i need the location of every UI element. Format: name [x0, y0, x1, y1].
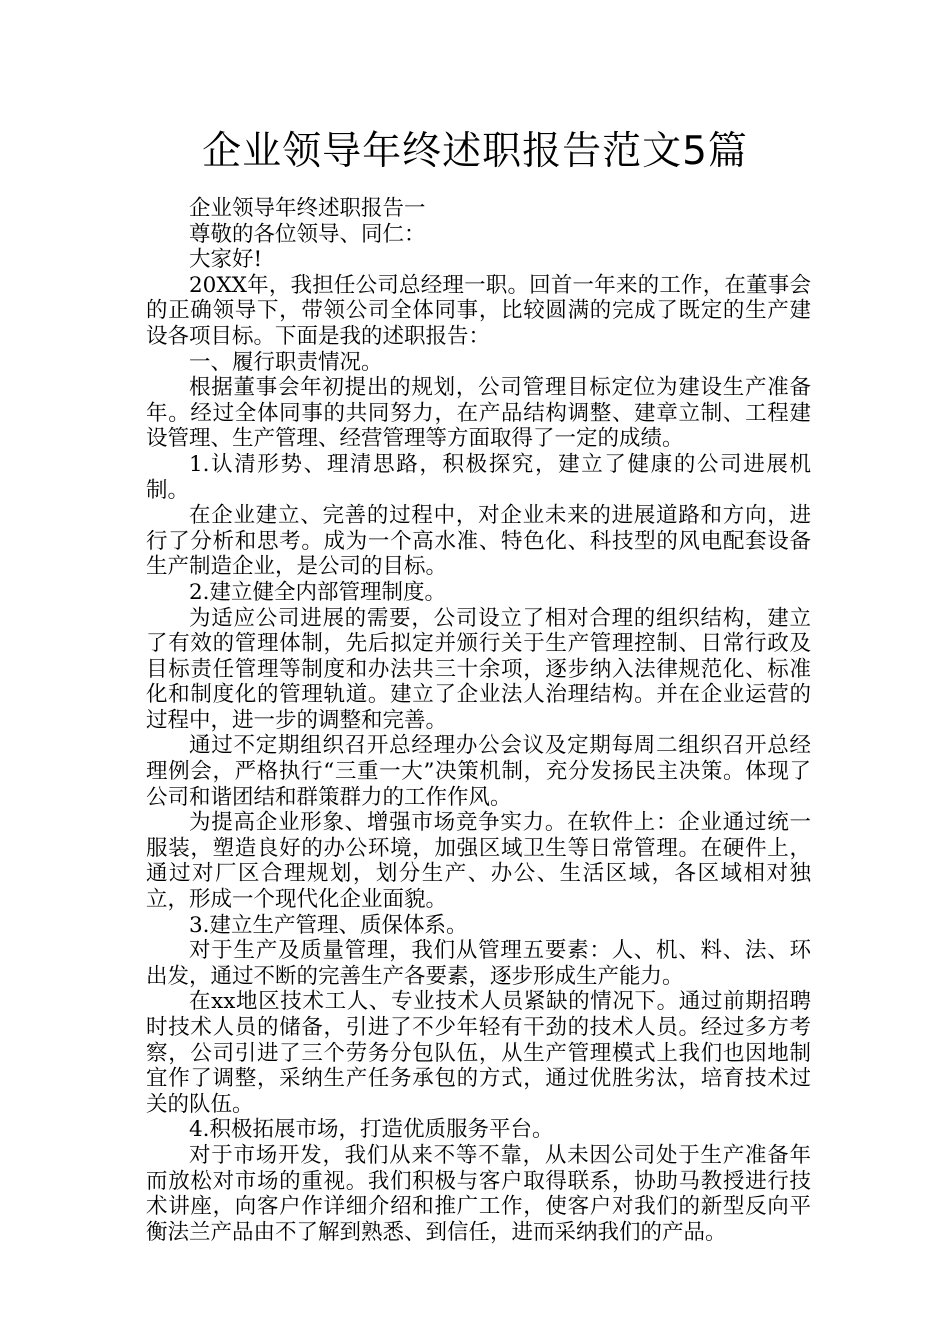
paragraph: 大家好!: [189, 247, 263, 273]
paragraph: 根据董事会年初提出的规划，公司管理目标定位为建设生产准备年。经过全体同事的共同努力，在产品结构调整、建章立制、工程建设管理、生产管理、经营管理等方面取得了一定的成绩。: [146, 375, 811, 452]
paragraph: 通过不定期组织召开总经理办公会议及定期每周二组织召开总经理例会，严格执行“三重一大”决策机制，充分发扬民主决策。体现了公司和谐团结和群策群力的工作作风。: [146, 733, 811, 810]
paragraph: 1.认清形势、理清思路，积极探究，建立了健康的公司进展机制。: [146, 451, 811, 503]
paragraph: 一、履行职责情况。: [189, 349, 383, 375]
paragraph: 3.建立生产管理、质保体系。: [189, 912, 468, 938]
paragraph: 对于生产及质量管理，我们从管理五要素：人、机、料、法、环出发，通过不断的完善生产各要素，逐步形成生产能力。: [146, 938, 811, 989]
paragraph: 对于市场开发，我们从来不等不靠，从未因公司处于生产准备年而放松对市场的重视。我们积极与客户取得联系，协助马教授进行技术讲座，向客户作详细介绍和推广工作，使客户对我们的新型反向平衡法兰产品由不了解到熟悉、到信任，进而采纳我们的产品。: [146, 1142, 811, 1245]
paragraph: 企业领导年终述职报告一: [189, 196, 426, 221]
paragraph: 20XX年，我担任公司总经理一职。回首一年来的工作，在董事会的正确领导下，带领公司全体同事，比较圆满的完成了既定的生产建设各项目标。下面是我的述职报告：: [146, 272, 811, 349]
paragraph: 在xx地区技术工人、专业技术人员紧缺的情况下。通过前期招聘时技术人员的储备，引进了不少年轻有干劲的技术人员。经过多方考察，公司引进了三个劳务分包队伍，从生产管理模式上我们也因地制宜作了调整，采纳生产任务承包的方式，通过优胜劣汰，培育技术过关的队伍。: [146, 989, 811, 1117]
paragraph: 在企业建立、完善的过程中，对企业未来的进展道路和方向，进行了分析和思考。成为一个高水准、特色化、科技型的风电配套设备生产制造企业，是公司的目标。: [146, 503, 811, 580]
paragraph: 4.积极拓展市场，打造优质服务平台。: [189, 1117, 554, 1143]
paragraph: 为提高企业形象、增强市场竞争实力。在软件上：企业通过统一服装，塑造良好的办公环境，加强区域卫生等日常管理。在硬件上，通过对厂区合理规划，划分生产、办公、生活区域，各区域相对独立，形成一个现代化企业面貌。: [146, 810, 811, 913]
document-title: 企业领导年终述职报告范文5篇: [202, 129, 748, 174]
paragraph: 2.建立健全内部管理制度。: [189, 579, 447, 605]
document-body: [146, 196, 811, 1245]
paragraph: 尊敬的各位领导、同仁：: [189, 221, 426, 247]
paragraph: 为适应公司进展的需要，公司设立了相对合理的组织结构，建立了有效的管理体制，先后拟定并颁行关于生产管理控制、日常行政及目标责任管理等制度和办法共三十余项，逐步纳入法律规范化、标准化和制度化的管理轨道。建立了企业法人治理结构。并在企业运营的过程中，进一步的调整和完善。: [146, 605, 811, 733]
